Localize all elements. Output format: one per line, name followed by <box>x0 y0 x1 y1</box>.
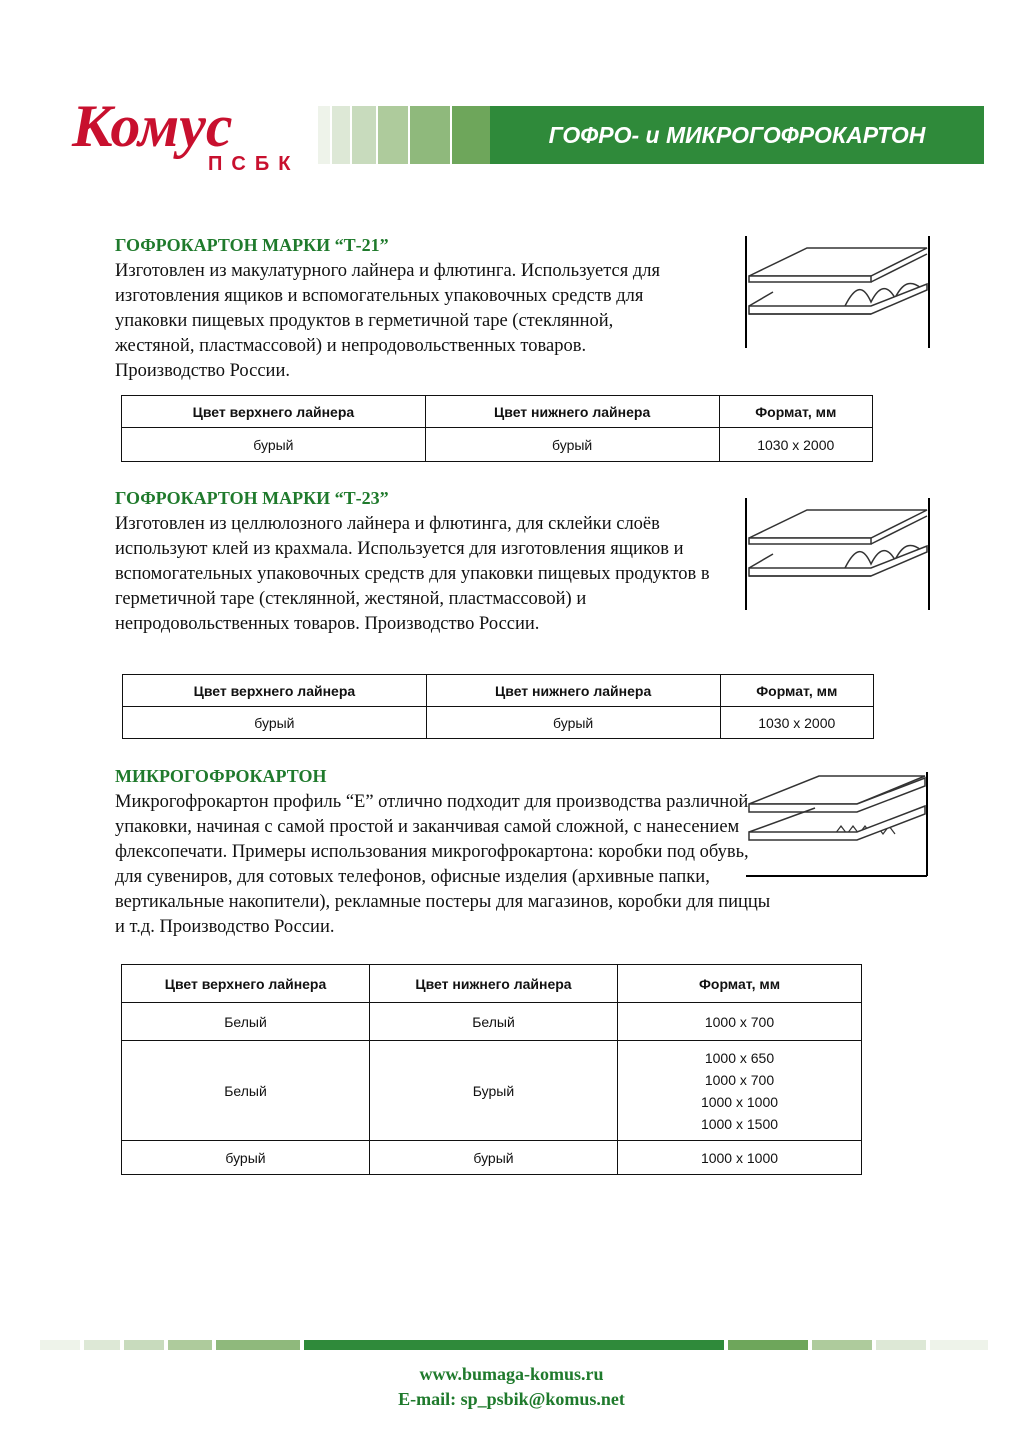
logo-sub-text: ПСБК <box>208 153 300 174</box>
format-value: 1000 х 700 <box>704 1071 775 1088</box>
header-top-liner: Цвет верхнего лайнера <box>122 965 370 1003</box>
table-row <box>122 1041 862 1141</box>
cell-bottom-liner: бурый <box>370 1141 618 1175</box>
header-top-liner: Цвет верхнего лайнера <box>123 675 427 707</box>
cell-format-list <box>618 1041 862 1141</box>
cell-format: 1000 х 1000 <box>618 1141 862 1175</box>
cell-format: 1000 х 700 <box>618 1003 862 1041</box>
footer-email[interactable]: E-mail: sp_psbik@komus.net <box>398 1389 625 1409</box>
section-text-t21: Изготовлен из макулатурного лайнера и флютинга. Используется для изготовления ящиков и вспомогательных упаковочных средств для упаковки пищевых продуктов в герметичной таре (стеклянной, жестяной, пластмассовой) и непродовольственных товаров. Производство России. <box>115 261 661 381</box>
cell-top-liner: Белый <box>122 1041 370 1141</box>
spec-table-t21 <box>121 395 873 462</box>
cell-bottom-liner: Бурый <box>370 1041 618 1141</box>
cell-format: 1030 х 2000 <box>719 428 872 462</box>
logo-brand-text: Комус <box>72 94 233 159</box>
header-format: Формат, мм <box>618 965 862 1003</box>
header-format: Формат, мм <box>719 396 872 428</box>
format-value: 1000 х 1500 <box>700 1115 779 1132</box>
header-format: Формат, мм <box>720 675 873 707</box>
table-row <box>123 707 874 739</box>
cell-bottom-liner: бурый <box>425 428 719 462</box>
footer-website[interactable]: www.bumaga-komus.ru <box>419 1364 604 1384</box>
komus-logo <box>70 94 330 174</box>
section-text-micro: Микрогофрокартон профиль “Е” отлично подходит для производства различной упаковки, начиная с самой простой и заканчивая самой сложной, с нанесением флексопечати. Примеры использования микрогофрокартона: коробки под обувь, для сувениров, для сотовых телефонов, офисные изделия (архивные папки, вертикальные накопители), рекламные постеры для магазинов, коробки для пиццы и т.д. Производство России. <box>115 792 771 937</box>
header-title: ГОФРО- и МИКРОГОФРОКАРТОН <box>548 122 926 148</box>
cell-top-liner: бурый <box>123 707 427 739</box>
header-bottom-liner: Цвет нижнего лайнера <box>426 675 720 707</box>
section-text-t23: Изготовлен из целлюлозного лайнера и флютинга, для склейки слоёв используют клей из крахмала. Используется для изготовления ящиков и вспомогательных упаковочных средств для упаковки пищевых продуктов в герметичной таре (стеклянной, жестяной, пластмассовой) и непродовольственных товаров. Производство России. <box>115 514 710 634</box>
section-title-t23: ГОФРОКАРТОН МАРКИ “Т-23” <box>115 488 389 508</box>
spec-table-micro <box>121 964 862 1175</box>
corrugated-board-icon <box>745 236 933 350</box>
table-row <box>122 1003 862 1041</box>
micro-corrugated-board-icon <box>745 772 933 878</box>
section-title-t21: ГОФРОКАРТОН МАРКИ “Т-21” <box>115 235 389 255</box>
cell-top-liner: бурый <box>122 1141 370 1175</box>
cell-top-liner: бурый <box>122 428 426 462</box>
table-row <box>122 428 873 462</box>
cell-bottom-liner: бурый <box>426 707 720 739</box>
header-top-liner: Цвет верхнего лайнера <box>122 396 426 428</box>
table-row <box>122 1141 862 1175</box>
spec-table-t23 <box>122 674 874 739</box>
cell-bottom-liner: Белый <box>370 1003 618 1041</box>
header-bottom-liner: Цвет нижнего лайнера <box>425 396 719 428</box>
format-value: 1000 х 1000 <box>700 1093 779 1110</box>
format-value: 1000 х 650 <box>704 1049 775 1066</box>
footer-band <box>40 1338 990 1352</box>
corrugated-board-icon <box>745 498 933 612</box>
header-bottom-liner: Цвет нижнего лайнера <box>370 965 618 1003</box>
section-title-micro: МИКРОГОФРОКАРТОН <box>115 766 327 786</box>
cell-top-liner: Белый <box>122 1003 370 1041</box>
cell-format: 1030 х 2000 <box>720 707 873 739</box>
